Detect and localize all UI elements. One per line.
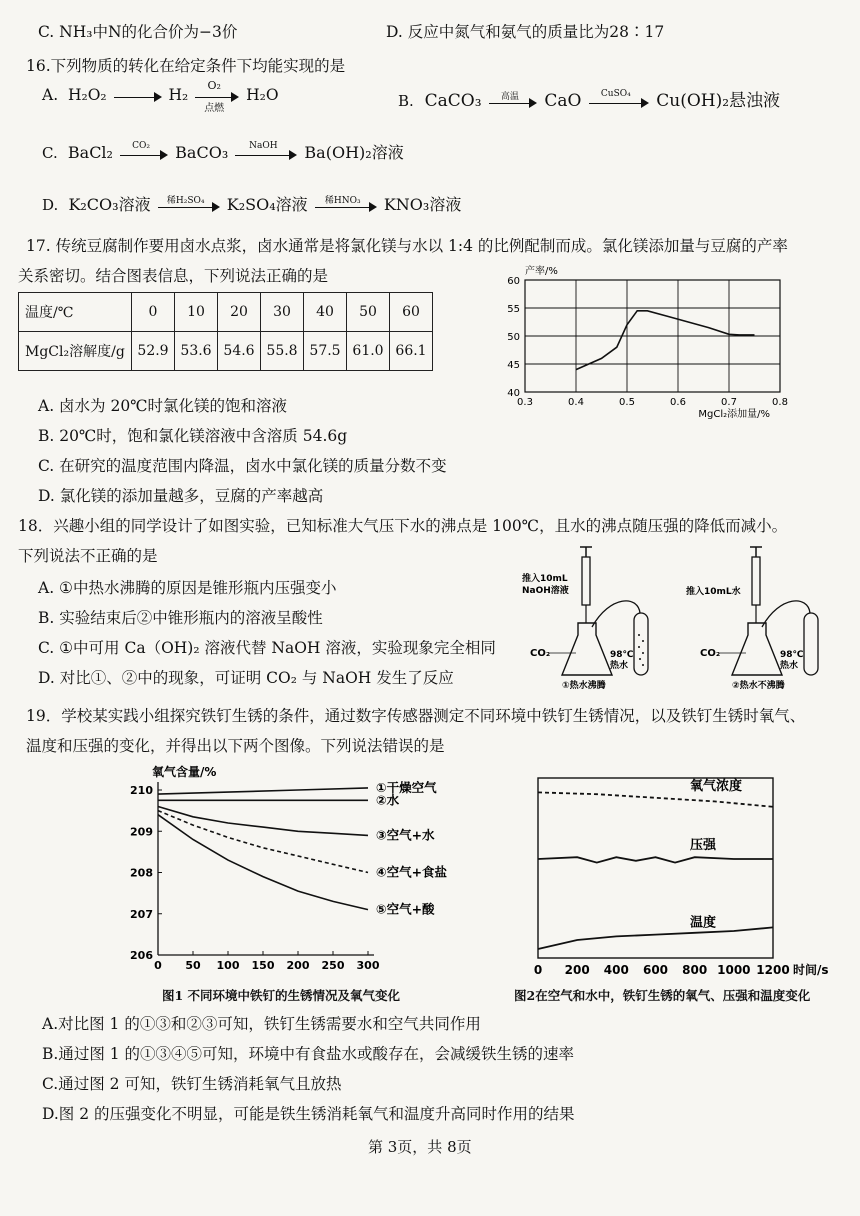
y-tick-label: 209 — [130, 825, 153, 839]
x-tick-label: 1000 — [717, 963, 751, 977]
q19-option-a: A.对比图 1 的①③和②③可知，铁钉生锈需要水和空气共同作用 — [42, 1015, 481, 1033]
species: Ba(OH)₂溶液 — [304, 143, 404, 162]
q18-option-d: D. 对比①、②中的现象，可证明 CO₂ 与 NaOH 发生了反应 — [38, 669, 454, 687]
temp-label: 98℃ — [780, 650, 804, 660]
species: H₂ — [168, 86, 189, 104]
series-line — [158, 815, 368, 910]
x-tick-label: 250 — [321, 959, 345, 972]
q17-stem-line2: 关系密切。结合图表信息，下列说法正确的是 — [18, 267, 329, 285]
x-tick-label: 200 — [564, 963, 590, 977]
series-line — [538, 927, 773, 949]
solubility-table — [18, 292, 433, 371]
x-tick-label: 0.4 — [568, 397, 584, 408]
oxygen-content-chart — [120, 760, 470, 990]
syringe-label: NaOH溶液 — [522, 586, 569, 596]
water-label: 热水 — [780, 661, 799, 671]
series-label: 温度 — [690, 915, 717, 931]
syringe-label: 推入10mL — [522, 574, 568, 584]
apparatus-diagram — [520, 545, 850, 695]
q19-option-c: C.通过图 2 可知，铁钉生锈消耗氧气且放热 — [42, 1075, 342, 1093]
q18-stem-line1: 18．兴趣小组的同学设计了如图实验，已知标准大气压下水的沸点是 100℃，且水的沸点随压强的降低而减小。 — [18, 517, 788, 535]
y-tick-label: 60 — [507, 276, 520, 287]
series-label: 压强 — [690, 838, 717, 854]
species: K₂CO₃溶液 — [68, 195, 151, 214]
table-row — [19, 293, 433, 332]
reaction-arrow — [114, 87, 162, 105]
conical-flask — [732, 623, 782, 675]
x-tick-label: 0.8 — [772, 397, 788, 408]
reaction-arrow: NaOH — [235, 145, 297, 163]
q18-stem-line2: 下列说法不正确的是 — [18, 547, 158, 565]
table-cell: 30 — [261, 293, 304, 332]
table-cell: 52.9 — [132, 332, 175, 371]
q19-stem-line2: 温度和压强的变化，并得出以下两个图像。下列说法错误的是 — [26, 737, 445, 755]
series-line — [538, 857, 773, 862]
species: BaCO₃ — [175, 143, 229, 162]
species: BaCl₂ — [67, 143, 113, 162]
y-tick-label: 208 — [130, 866, 153, 880]
q16-option-b — [398, 86, 780, 111]
x-tick-label: 0.6 — [670, 397, 686, 408]
syringe — [752, 557, 760, 605]
y-tick-label: 55 — [507, 304, 520, 315]
gas-label: CO₂ — [700, 648, 721, 659]
x-axis-label: MgCl₂添加量/% — [698, 409, 770, 420]
y-tick-label: 50 — [507, 332, 520, 343]
series-label: ①干燥空气 — [376, 779, 437, 795]
q19-option-b: B.通过图 1 的①③④⑤可知，环境中有食盐水或酸存在，会减缓铁生锈的速率 — [42, 1045, 575, 1063]
series-label: 氧气浓度 — [690, 778, 743, 794]
table-cell: 53.6 — [175, 332, 218, 371]
series-label: ②水 — [376, 792, 400, 808]
reaction-arrow: CuSO₄ — [589, 93, 649, 111]
table-cell: 61.0 — [347, 332, 390, 371]
q18-option-c: C. ①中可用 Ca（OH)₂ 溶液代替 NaOH 溶液，实验现象完全相同 — [38, 639, 496, 657]
test-tube — [634, 613, 648, 675]
series-line — [158, 788, 368, 794]
species: H₂O₂ — [67, 86, 107, 104]
q17-option-d: D. 氯化镁的添加量越多，豆腐的产率越高 — [38, 487, 324, 505]
option-label: C. — [42, 144, 58, 162]
x-tick-label: 400 — [603, 963, 629, 977]
temp-label: 98℃ — [610, 650, 634, 660]
series-line — [538, 792, 773, 806]
y-axis-label: 氧气含量/% — [152, 765, 217, 779]
q15-option-c: C. NH₃中N的化合价为−3价 — [38, 23, 238, 41]
water-label: 热水 — [610, 661, 629, 671]
yield-curve — [576, 311, 755, 370]
table-cell: 20 — [218, 293, 261, 332]
figure2-caption: 图2在空气和水中，铁钉生锈的氧气、压强和温度变化 — [514, 988, 811, 1003]
x-tick-label: 150 — [251, 959, 275, 972]
x-axis-label: 时间/s — [793, 963, 829, 977]
y-axis-label: 产率/% — [525, 266, 558, 277]
q16-option-c — [42, 140, 404, 163]
reaction-arrow: 稀H₂SO₄ — [158, 197, 220, 215]
conical-flask — [562, 623, 612, 675]
q15-option-d: D. 反应中氮气和氨气的质量比为28∶17 — [386, 23, 665, 41]
y-tick-label: 207 — [130, 907, 153, 921]
q18-option-b: B. 实验结束后②中锥形瓶内的溶液呈酸性 — [38, 609, 323, 627]
q18-option-a: A. ①中热水沸腾的原因是锥形瓶内压强变小 — [38, 579, 337, 597]
connecting-tube — [592, 601, 640, 627]
q19-option-d: D.图 2 的压强变化不明显，可能是铁生锈消耗氧气和温度升高同时作用的结果 — [42, 1105, 575, 1123]
species: Cu(OH)₂悬浊液 — [656, 91, 781, 111]
option-label: A. — [42, 86, 59, 104]
option-label: D. — [42, 196, 59, 214]
reaction-arrow: CO₂ — [120, 145, 168, 163]
apparatus-1 — [522, 547, 648, 691]
x-tick-label: 0.5 — [619, 397, 635, 408]
reaction-arrow: 稀HNO₃ — [315, 197, 377, 215]
species: KNO₃溶液 — [383, 195, 462, 214]
x-tick-label: 200 — [286, 959, 310, 972]
y-tick-label: 206 — [130, 949, 153, 962]
caption: ②热水不沸腾 — [732, 681, 785, 691]
option-label: B. — [398, 92, 414, 110]
table-cell: 0 — [132, 293, 175, 332]
x-tick-label: 300 — [356, 959, 380, 972]
table-cell: 40 — [304, 293, 347, 332]
y-tick-label: 45 — [507, 360, 520, 371]
x-tick-label: 1200 — [756, 963, 790, 977]
syringe — [582, 557, 590, 605]
yield-chart — [495, 260, 795, 420]
x-tick-label: 0.7 — [721, 397, 737, 408]
x-tick-label: 0.3 — [517, 397, 533, 408]
table-cell: 57.5 — [304, 332, 347, 371]
connecting-tube — [762, 601, 810, 627]
table-cell: 66.1 — [390, 332, 433, 371]
series-label: ⑤空气+酸 — [376, 901, 435, 917]
table-header: 温度/℃ — [19, 293, 132, 332]
x-tick-label: 600 — [642, 963, 669, 977]
q16-option-d — [42, 192, 461, 215]
reaction-arrow: O₂ 点燃 — [195, 87, 239, 105]
series-label: ③空气+水 — [376, 827, 435, 843]
sensor-chart — [520, 770, 860, 980]
gas-label: CO₂ — [530, 648, 551, 659]
figure1-caption: 图1 不同环境中铁钉的生锈情况及氧气变化 — [162, 988, 401, 1003]
species: CaCO₃ — [424, 91, 482, 111]
page-footer: 第 3页，共 8页 — [368, 1138, 472, 1156]
series-label: ④空气+食盐 — [376, 864, 448, 880]
species: CaO — [544, 91, 582, 111]
table-header: MgCl₂溶解度/g — [19, 332, 132, 371]
series-line — [158, 811, 368, 873]
x-tick-label: 0 — [533, 963, 543, 977]
species: H₂O — [246, 86, 279, 104]
reaction-arrow: 高温 — [489, 93, 537, 111]
series-line — [158, 807, 368, 836]
x-tick-label: 0 — [154, 959, 162, 972]
q16-option-a — [42, 79, 279, 114]
q17-option-b: B. 20℃时，饱和氯化镁溶液中含溶质 54.6g — [38, 427, 348, 445]
table-row — [19, 332, 433, 371]
y-tick-label: 210 — [130, 784, 153, 797]
table-cell: 10 — [175, 293, 218, 332]
q17-option-a: A. 卤水为 20℃时氯化镁的饱和溶液 — [38, 397, 288, 415]
x-tick-label: 100 — [216, 959, 240, 972]
apparatus-2 — [686, 547, 818, 691]
table-cell: 54.6 — [218, 332, 261, 371]
table-cell: 55.8 — [261, 332, 304, 371]
table-cell: 50 — [347, 293, 390, 332]
table-cell: 60 — [390, 293, 433, 332]
syringe-label: 推入10mL水 — [686, 587, 741, 597]
species: K₂SO₄溶液 — [226, 195, 308, 214]
caption: ①热水沸腾 — [562, 681, 606, 691]
x-tick-label: 50 — [185, 959, 201, 972]
y-tick-label: 40 — [507, 388, 520, 399]
q16-stem: 16.下列物质的转化在给定条件下均能实现的是 — [26, 57, 346, 75]
x-tick-label: 800 — [682, 963, 708, 977]
q17-option-c: C. 在研究的温度范围内降温，卤水中氯化镁的质量分数不变 — [38, 457, 447, 475]
q17-stem-line1: 17. 传统豆腐制作要用卤水点浆，卤水通常是将氯化镁与水以 1:4 的比例配制而成。氯化镁添加量与豆腐的产率 — [26, 237, 788, 255]
test-tube — [804, 613, 818, 675]
q19-stem-line1: 19．学校某实践小组探究铁钉生锈的条件，通过数字传感器测定不同环境中铁钉生锈情况，以及铁钉生锈时氧气、 — [26, 707, 806, 725]
